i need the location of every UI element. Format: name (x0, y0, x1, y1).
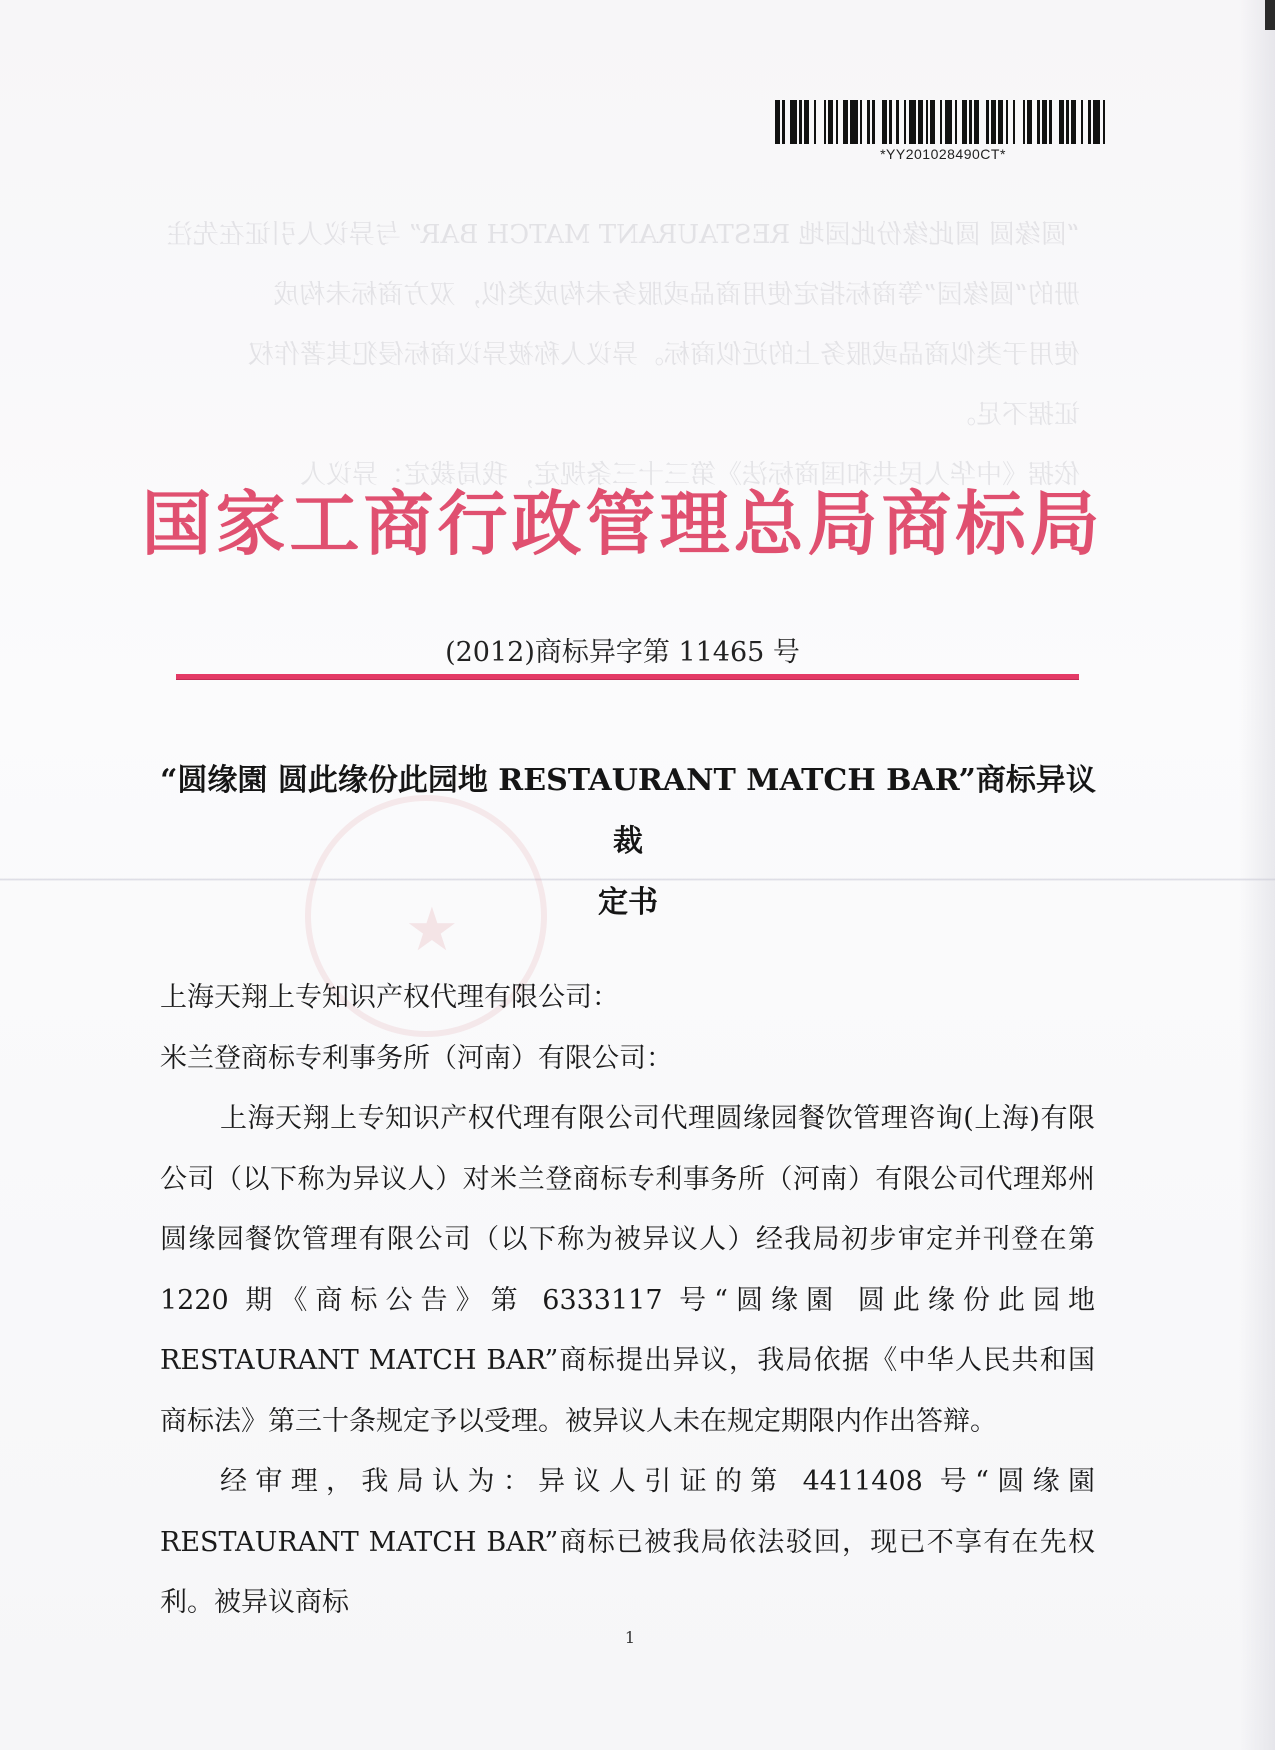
bleed-through-text: “圆缘圆 圆此缘份此园地 RESTAURANT MATCH BAR” 与异议人引证在先注 册的“圆缘园”等商标指定使用商品或服务未构成类似，双方商标未构成 使用于类似商品或服务上的近似商标。异议人称被异议商标侵犯其著作权 证据不足。 依据《中华人民共和国商标法》第三十三条规定，我局裁定：异议人 (166, 220, 1080, 490)
barcode-bar (850, 100, 857, 144)
barcode-bar (909, 100, 916, 144)
document-body (160, 968, 1095, 1634)
document-title (158, 750, 1098, 933)
paragraph-2: 经审理，我局认为：异议人引证的第 4411408 号“圆缘園 RESTAURANT MATCH BAR”商标已被我局依法驳回，现已不享有在先权利。被异议商标 (160, 1466, 1095, 1618)
page-edge-shadow (1239, 0, 1275, 1750)
barcode (775, 100, 1111, 144)
barcode-bar (1015, 100, 1022, 144)
barcode-bar (945, 100, 952, 144)
paragraph-1: 上海天翔上专知识产权代理有限公司代理圆缘园餐饮管理咨询(上海)有限公司（以下称为异议人）对米兰登商标专利事务所（河南）有限公司代理郑州圆缘园餐饮管理有限公司（以下称为被异议人）经我局初步审定并刊登在第 1220 期《商标公告》第 6333117 号“圆缘園 圆此缘份此园地 RESTAURANT MATCH BAR”商标提出异议，我局依据《中华人民共和国商标法》第三十条规定予以受理。被异议人未在规定期限内作出答辩。 (160, 1103, 1095, 1437)
agency-title: 国家工商行政管理总局商标局 (141, 482, 1104, 565)
barcode-code: *YY201028490CT* (880, 146, 1006, 162)
recipient-2: 米兰登商标专利事务所（河南）有限公司： (160, 1042, 673, 1074)
recipient-1: 上海天翔上专知识产权代理有限公司： (160, 982, 619, 1013)
barcode-bar (875, 100, 882, 144)
barcode-bar (816, 100, 823, 144)
page-corner (1265, 0, 1275, 30)
seal-star-icon: ★ (405, 895, 459, 965)
barcode-bar (1093, 100, 1100, 144)
red-divider (176, 674, 1079, 680)
document-title-line-2: 定书 (598, 885, 658, 920)
page-number: 1 (624, 1628, 636, 1647)
document-title-line-1: “圆缘園 圆此缘份此园地 RESTAURANT MATCH BAR”商标异议裁 (160, 763, 1096, 859)
barcode-bar (1105, 100, 1110, 144)
barcode-bar (979, 100, 986, 144)
barcode-bar (790, 100, 797, 144)
barcode-bar (1052, 100, 1059, 144)
document-number: (2012)商标异字第 11465 号 (445, 637, 800, 668)
